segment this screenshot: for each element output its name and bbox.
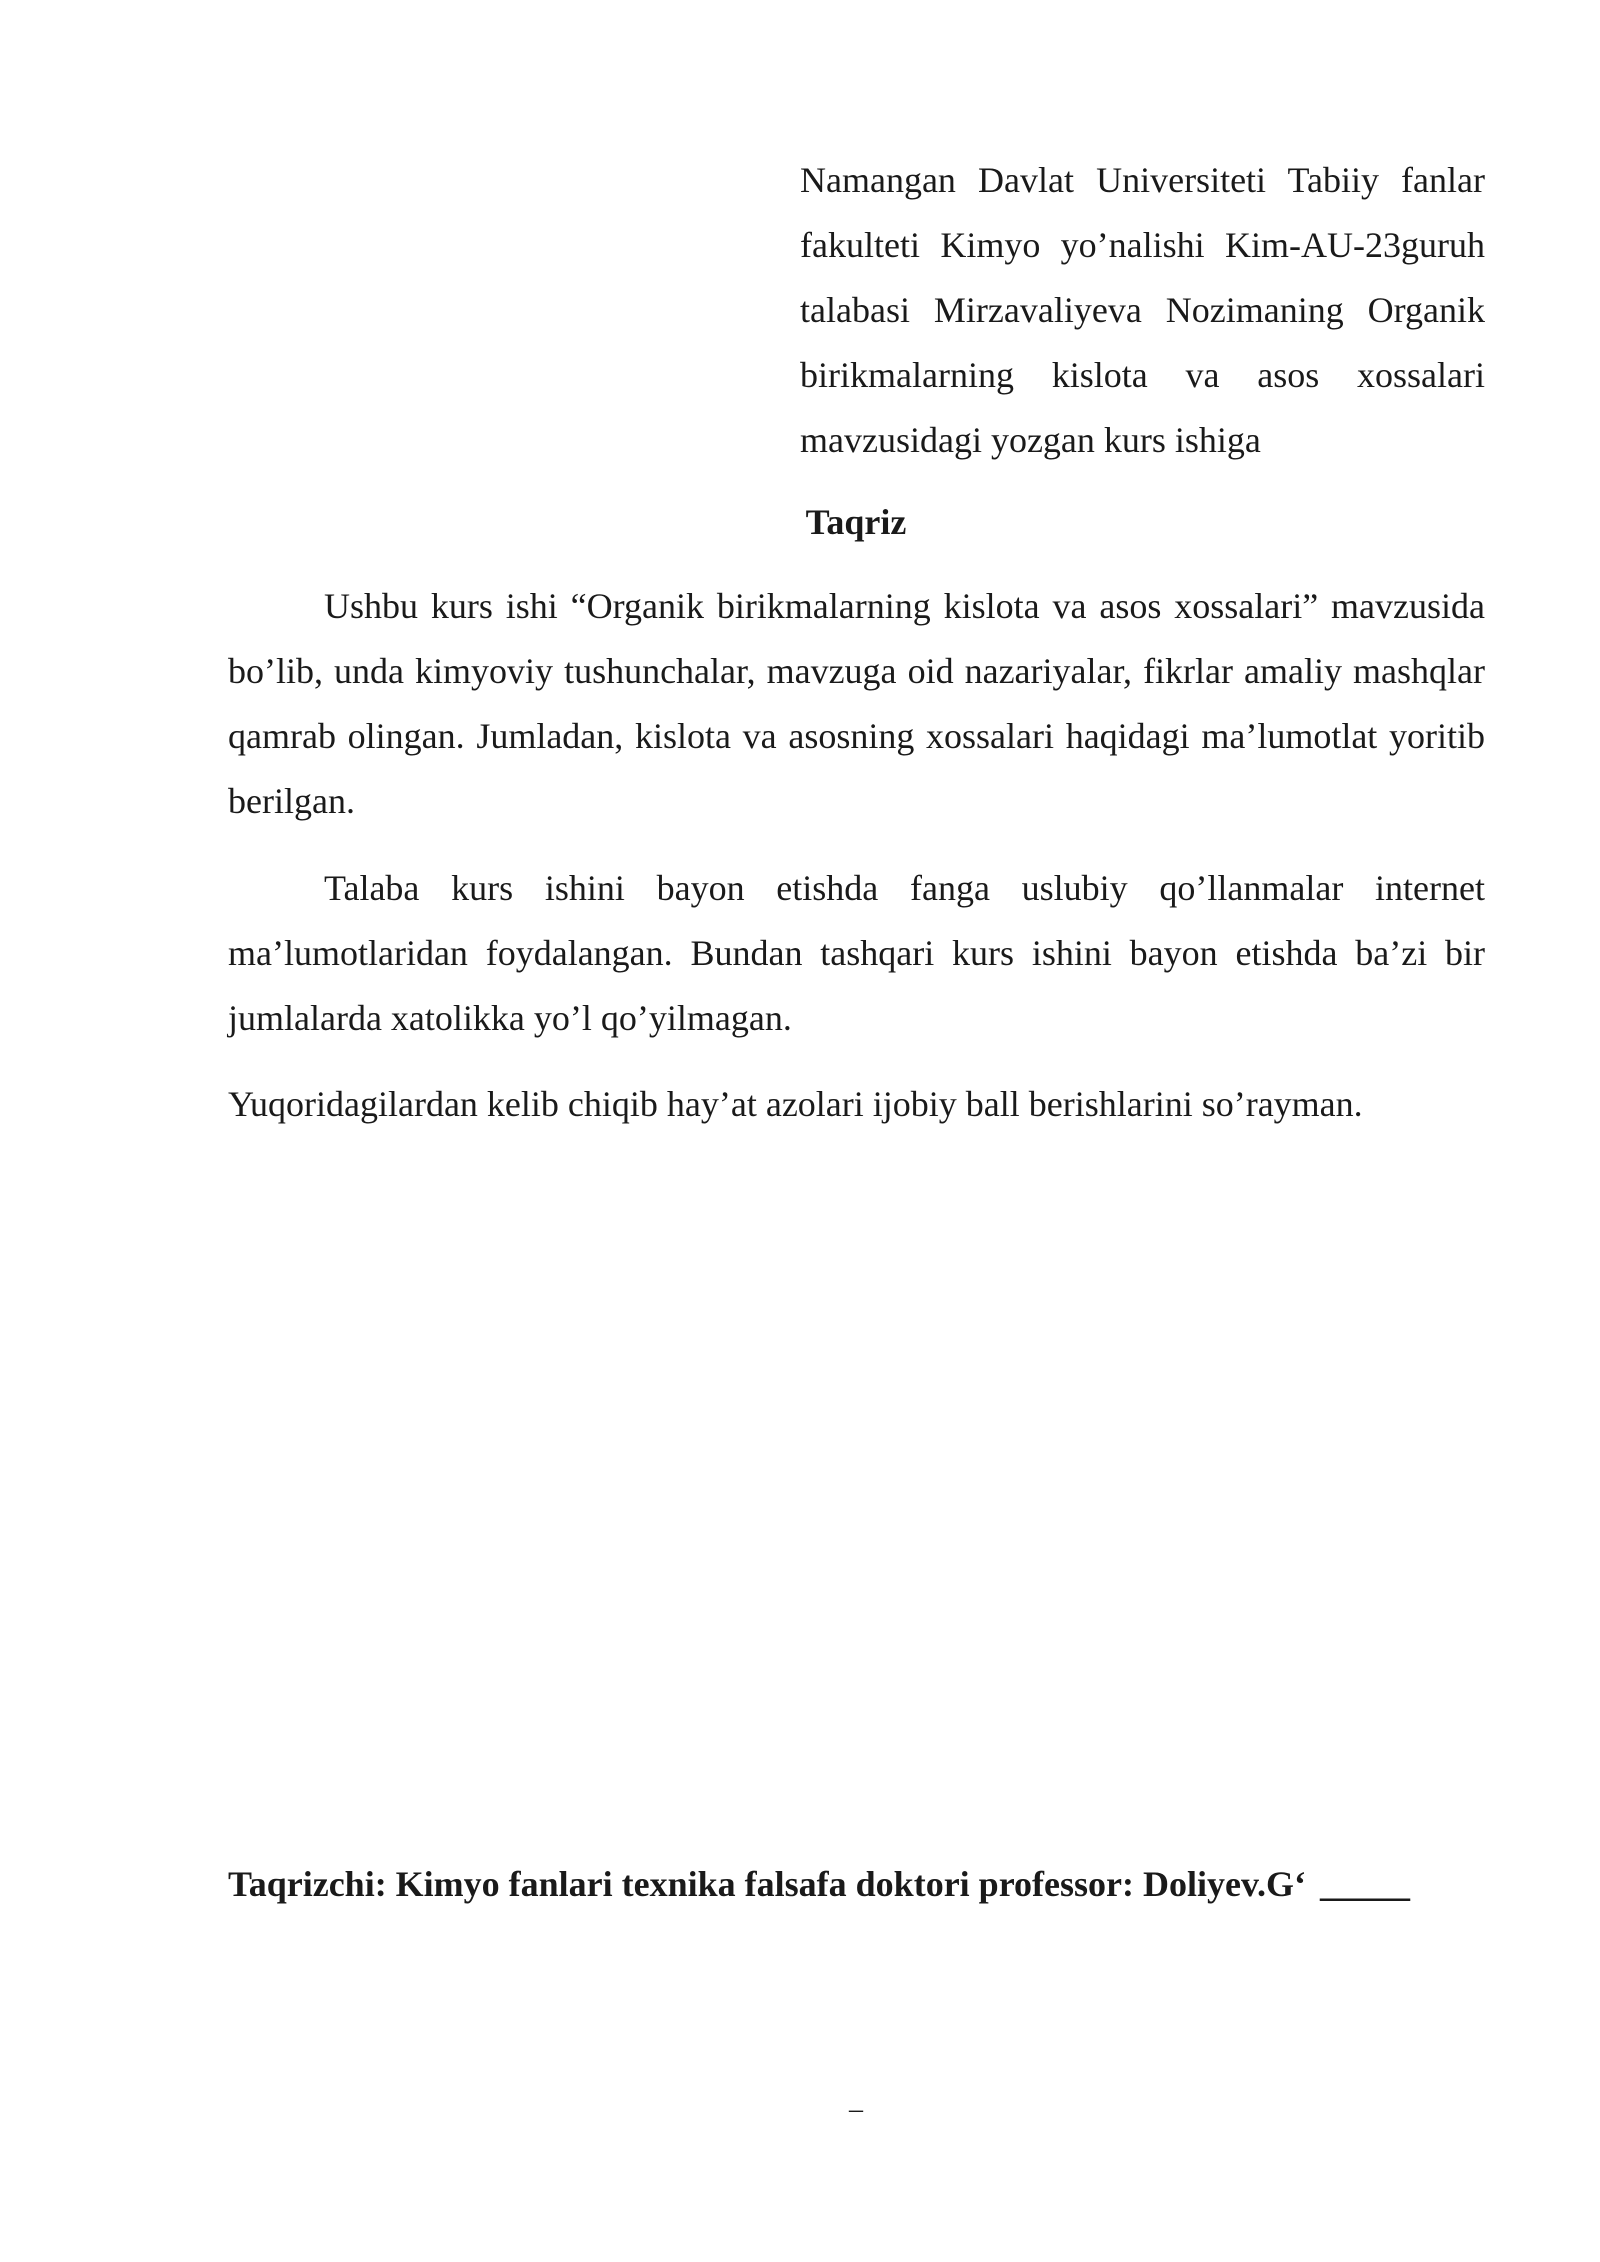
addressee-block: Namangan Davlat Universiteti Tabiiy fanlar fakulteti Kimyo yo’nalishi Kim-AU-23guruh talabasi Mirzavaliyeva Nozimaning Organik birikmalarning kislota va asos xossalari mavzusidagi yozgan kurs ishiga	[800, 160, 1485, 460]
signature-block	[228, 1852, 1528, 1917]
document-title: Taqriz	[805, 502, 907, 542]
page-number: –	[849, 2094, 863, 2125]
reviewer-signature-text: Taqrizchi: Kimyo fanlari texnika falsafa doktori professor: Doliyev.G‘	[228, 1864, 1306, 1904]
signature-line: _____	[1319, 1864, 1410, 1904]
body-paragraph-3: Yuqoridagilardan kelib chiqib hay’at azolari ijobiy ball berishlarini so’rayman.	[228, 1084, 1363, 1124]
body-paragraph-2: Talaba kurs ishini bayon etishda fanga uslubiy qo’llanmalar internet ma’lumotlaridan foydalangan. Bundan tashqari kurs ishini bayon etishda ba’zi bir jumlalarda xatolikka yo’l qo’yilmagan.	[228, 868, 1485, 1038]
body-paragraph-1: Ushbu kurs ishi “Organik birikmalarning kislota va asos xossalari” mavzusida bo’lib, unda kimyoviy tushunchalar, mavzuga oid nazariyalar, fikrlar amaliy mashqlar qamrab olingan. Jumladan, kislota va asosning xossalari haqidagi ma’lumotlat yoritib berilgan.	[228, 586, 1485, 821]
